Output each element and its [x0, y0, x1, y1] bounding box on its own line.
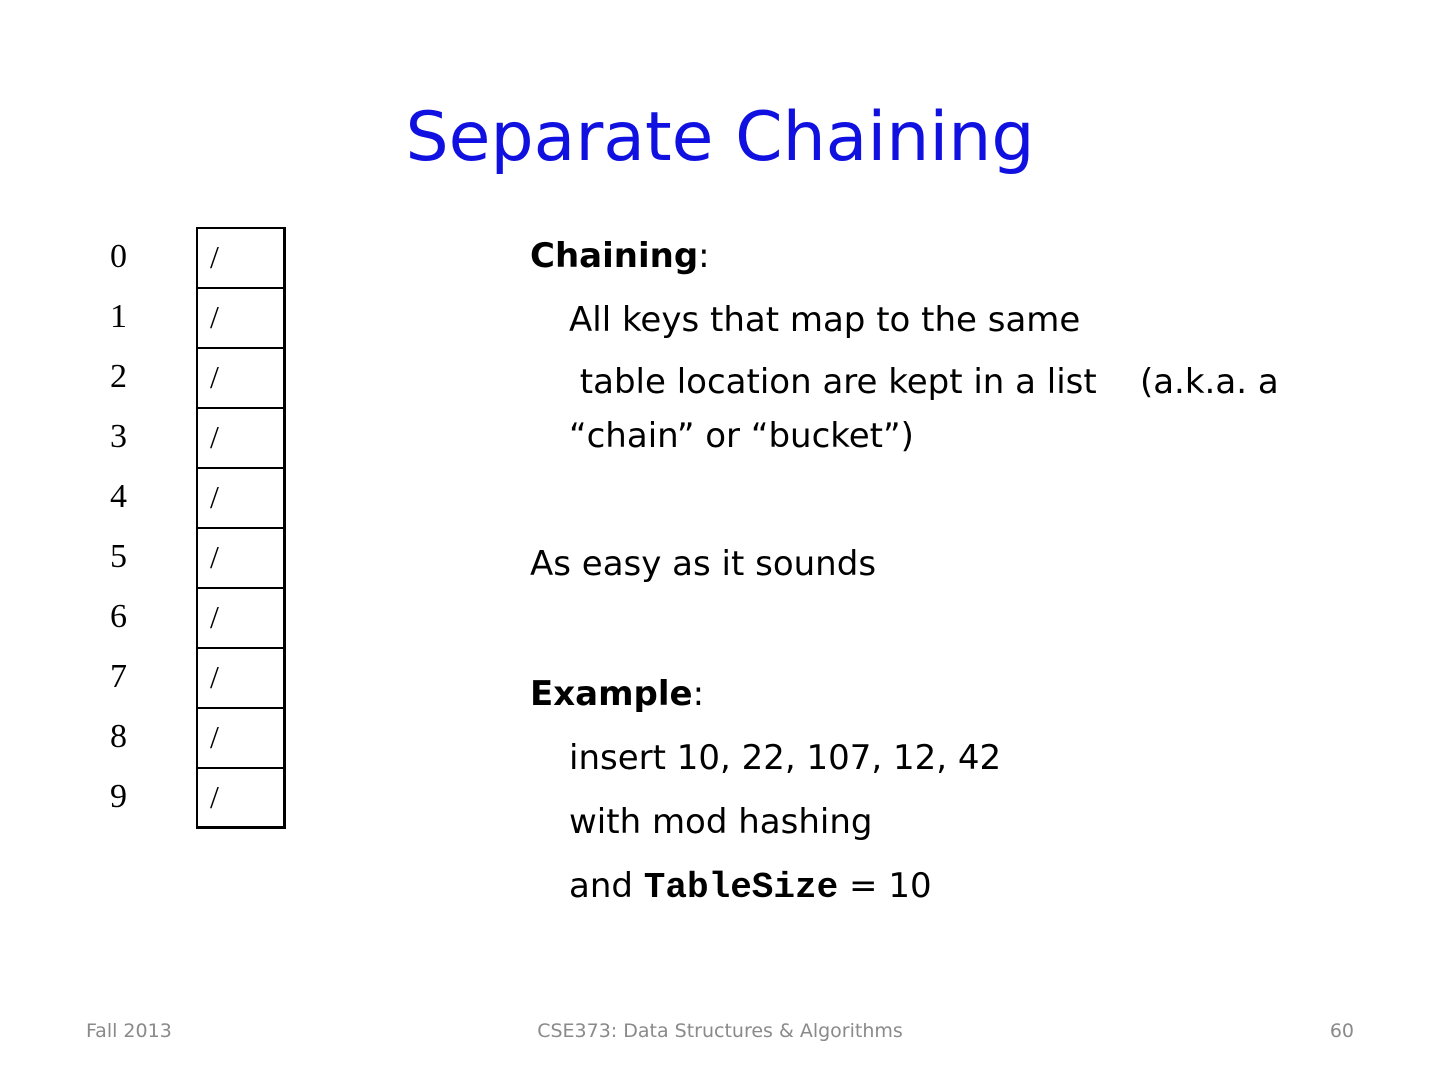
table-cell — [196, 527, 286, 587]
tablesize-code: TableSize — [643, 867, 839, 908]
row-index: 7 — [110, 658, 127, 695]
null-pointer: / — [210, 419, 219, 455]
table-cell — [196, 587, 286, 647]
example-line-1: insert 10, 22, 107, 12, 42 — [569, 738, 1002, 778]
table-row — [0, 707, 300, 767]
table-row — [0, 287, 300, 347]
example-line-2: with mod hashing — [569, 802, 873, 842]
table-cell — [196, 467, 286, 527]
table-row — [0, 647, 300, 707]
null-pointer: / — [210, 599, 219, 635]
table-row — [0, 767, 300, 827]
table-row — [0, 527, 300, 587]
table-row — [0, 467, 300, 527]
null-pointer: / — [210, 239, 219, 275]
null-pointer: / — [210, 299, 219, 335]
table-cell — [196, 707, 286, 767]
row-index: 5 — [110, 538, 127, 575]
table-cell — [196, 287, 286, 347]
slide-title: Separate Chaining — [405, 98, 1035, 177]
example-line-3-prefix: and — [569, 866, 644, 906]
row-index: 0 — [110, 238, 127, 275]
chaining-heading-line — [530, 228, 710, 284]
example-heading: Example — [530, 674, 693, 714]
chaining-line-3: “chain” or “bucket”) — [569, 416, 914, 456]
row-index: 3 — [110, 418, 127, 455]
null-pointer: / — [210, 719, 219, 755]
null-pointer: / — [210, 539, 219, 575]
chaining-line-2: table location are kept in a list (a.k.a. a — [569, 362, 1279, 402]
table-cell — [196, 227, 286, 287]
table-row — [0, 227, 300, 287]
table-cell — [196, 347, 286, 407]
row-index: 9 — [110, 778, 127, 815]
null-pointer: / — [210, 659, 219, 695]
chaining-heading: Chaining — [530, 236, 699, 276]
example-colon: : — [692, 674, 705, 714]
hash-table — [0, 227, 300, 831]
table-row — [0, 347, 300, 407]
footer-center: CSE373: Data Structures & Algorithms — [537, 1020, 903, 1042]
table-row — [0, 587, 300, 647]
footer-left: Fall 2013 — [86, 1020, 172, 1042]
row-index: 8 — [110, 718, 127, 755]
null-pointer: / — [210, 479, 219, 515]
table-row — [0, 407, 300, 467]
example-line-3 — [569, 858, 932, 916]
example-line-3-suffix: = 10 — [838, 866, 932, 906]
chaining-colon: : — [698, 236, 710, 276]
row-index: 6 — [110, 598, 127, 635]
row-index: 2 — [110, 358, 127, 395]
page-number: 60 — [1329, 1020, 1354, 1042]
chaining-line-1: All keys that map to the same — [569, 300, 1081, 340]
null-pointer: / — [210, 779, 219, 815]
row-index: 4 — [110, 478, 127, 515]
table-cell — [196, 407, 286, 467]
table-cell — [196, 647, 286, 707]
row-index: 1 — [110, 298, 127, 335]
table-cell — [196, 767, 286, 829]
easy-text: As easy as it sounds — [530, 544, 877, 584]
example-heading-line — [530, 666, 704, 722]
null-pointer: / — [210, 359, 219, 395]
